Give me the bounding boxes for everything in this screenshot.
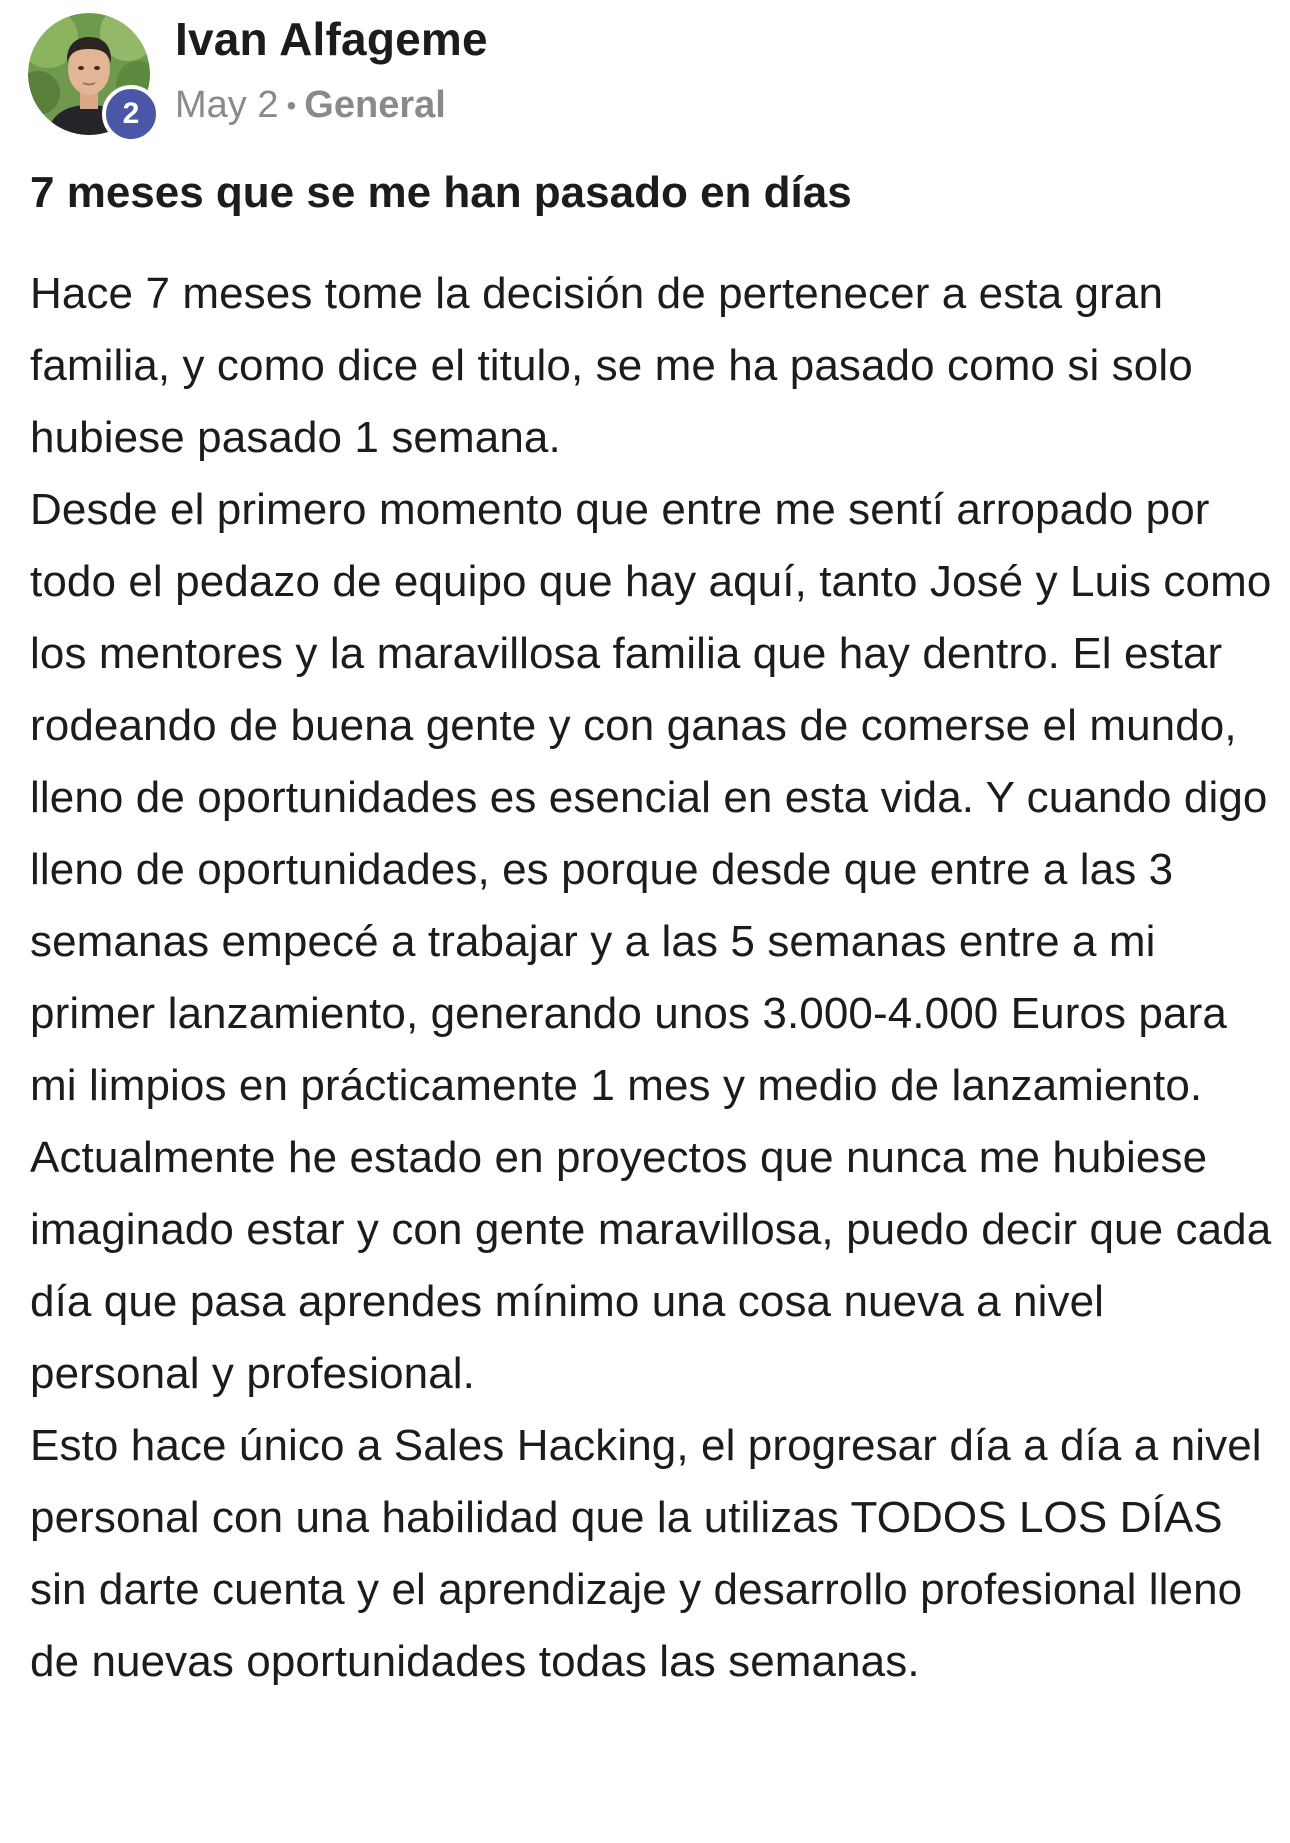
post-title: 7 meses que se me han pasado en días bbox=[30, 168, 852, 217]
post-paragraph: Desde el primero momento que entre me sentí arropado por todo el pedazo de equipo que hay aquí, tanto José y Luis como los mentores y la maravillosa familia que hay dentro. El estar rodeando de buena gente y con ganas de comerse el mundo, lleno de oportunidades es esencial en esta vida. Y cuando digo lleno de oportunidades, es porque desde que entre a las 3 semanas empecé a trabajar y a las 5 semanas entre a mi primer lanzamiento, generando unos 3.000-4.000 Euros para mi limpios en prácticamente 1 mes y medio de lanzamiento. bbox=[30, 485, 1272, 1110]
post-paragraph: Hace 7 meses tome la decisión de pertenecer a esta gran familia, y como dice el titulo, se me ha pasado como si solo hubiese pasado 1 semana. bbox=[30, 269, 1193, 462]
level-badge: 2 bbox=[102, 85, 160, 143]
post-date: May 2 bbox=[175, 84, 279, 126]
post-meta bbox=[175, 84, 446, 127]
post-paragraph: Actualmente he estado en proyectos que nunca me hubiese imaginado estar y con gente maravillosa, puedo decir que cada día que pasa aprendes mínimo una cosa nueva a nivel personal y profesional. bbox=[30, 1133, 1272, 1398]
author-avatar-wrap[interactable] bbox=[28, 13, 150, 135]
post-paragraph: Esto hace único a Sales Hacking, el progresar día a día a nivel personal con una habilidad que la utilizas TODOS LOS DÍAS sin darte cuenta y el aprendizaje y desarrollo profesional lleno de nuevas oportunidades todas las semanas. bbox=[30, 1421, 1262, 1686]
post-category[interactable]: General bbox=[304, 84, 446, 126]
author-name[interactable]: Ivan Alfageme bbox=[175, 13, 488, 65]
meta-separator: • bbox=[286, 89, 297, 121]
post-body bbox=[30, 258, 1275, 1698]
